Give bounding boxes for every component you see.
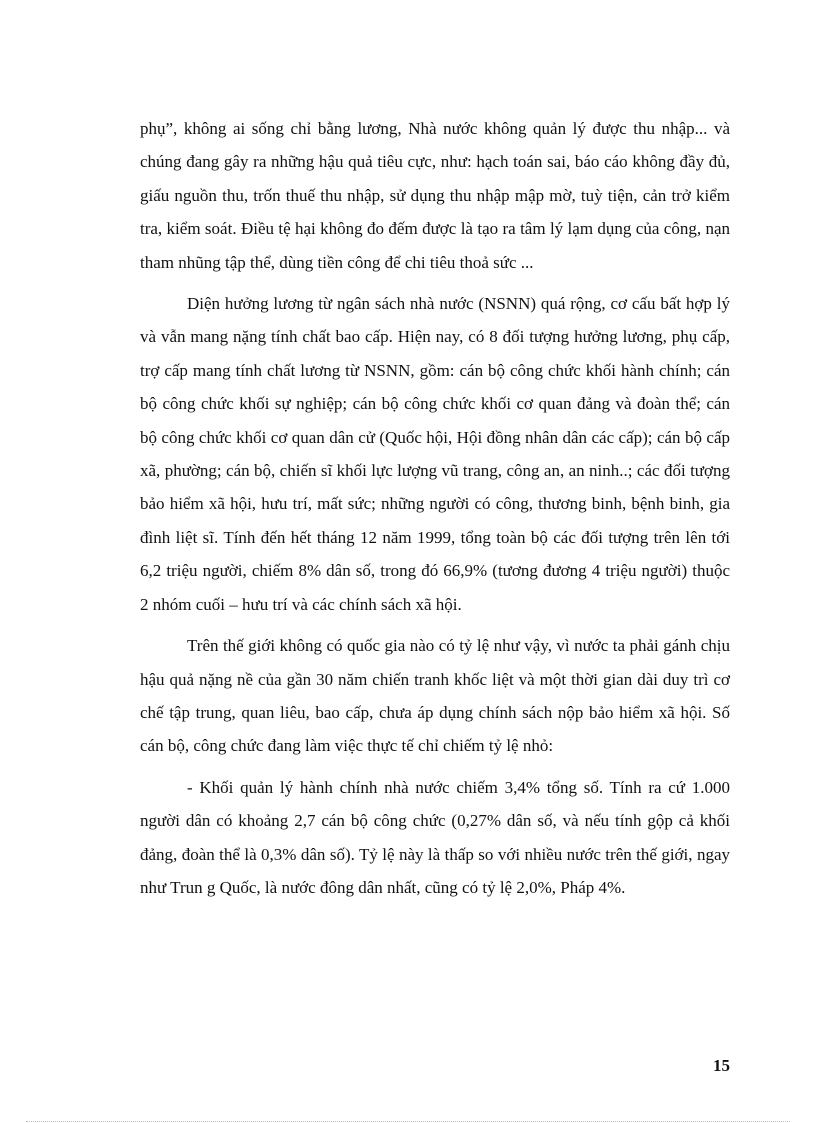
paragraph-admin-ratio: - Khối quản lý hành chính nhà nước chiếm 3,4% tổng số. Tính ra cứ 1.000 người dân có khoảng 2,7 cán bộ công chức (0,27% dân số, và nếu tính gộp cả khối đảng, đoàn thể là 0,3% dân số). Tỷ lệ này là thấp so với nhiều nước trên thế giới, ngay như Trun g Quốc, là nước đông dân nhất, cũng có tỷ lệ 2,0%, Pháp 4%. <box>140 777 730 897</box>
paragraph-salary-scope: Diện hưởng lương từ ngân sách nhà nước (NSNN) quá rộng, cơ cấu bất hợp lý và vẫn mang nặng tính chất bao cấp. Hiện nay, có 8 đối tượng hưởng lương, phụ cấp, trợ cấp mang tính chất lương từ NSNN, gồm: cán bộ công chức khối hành chính; cán bộ công chức khối sự nghiệp; cán bộ công chức khối cơ quan đảng và đoàn thể; cán bộ công chức khối cơ quan dân cử (Quốc hội, Hội đồng nhân dân các cấp); cán bộ cấp xã, phường; cán bộ, chiến sĩ khối lực lượng vũ trang, công an, an ninh..; các đối tượng bảo hiểm xã hội, hưu trí, mất sức; những người có công, thương binh, bệnh binh, gia đình liệt sĩ. Tính đến hết tháng 12 năm 1999, tổng toàn bộ các đối tượng trên lên tới 6,2 triệu người, chiếm 8% dân số, trong đó 66,9% (tương đương 4 triệu người) thuộc 2 nhóm cuối – hưu trí và các chính sách xã hội. <box>140 294 730 614</box>
body-text <box>140 112 730 912</box>
paragraph-world-comparison: Trên thế giới không có quốc gia nào có tỷ lệ như vậy, vì nước ta phải gánh chịu hậu quả nặng nề của gần 30 năm chiến tranh khốc liệt và một thời gian dài duy trì cơ chế tập trung, quan liêu, bao cấp, chưa áp dụng chính sách nộp bảo hiểm xã hội. Số cán bộ, công chức đang làm việc thực tế chỉ chiếm tỷ lệ nhỏ: <box>140 636 730 756</box>
paragraph-continued: phụ”, không ai sống chỉ bằng lương, Nhà nước không quản lý được thu nhập... và chúng đang gây ra những hậu quả tiêu cực, như: hạch toán sai, báo cáo không đầy đủ, giấu nguồn thu, trốn thuế thu nhập, sử dụng thu nhập mập mờ, tuỳ tiện, cản trở kiểm tra, kiểm soát. Điều tệ hại không đo đếm được là tạo ra tâm lý lạm dụng của công, nạn tham nhũng tập thể, dùng tiền công để chi tiêu thoả sức ... <box>140 119 730 272</box>
page-number: 15 <box>713 1056 730 1075</box>
page-bottom-divider <box>26 1121 790 1122</box>
